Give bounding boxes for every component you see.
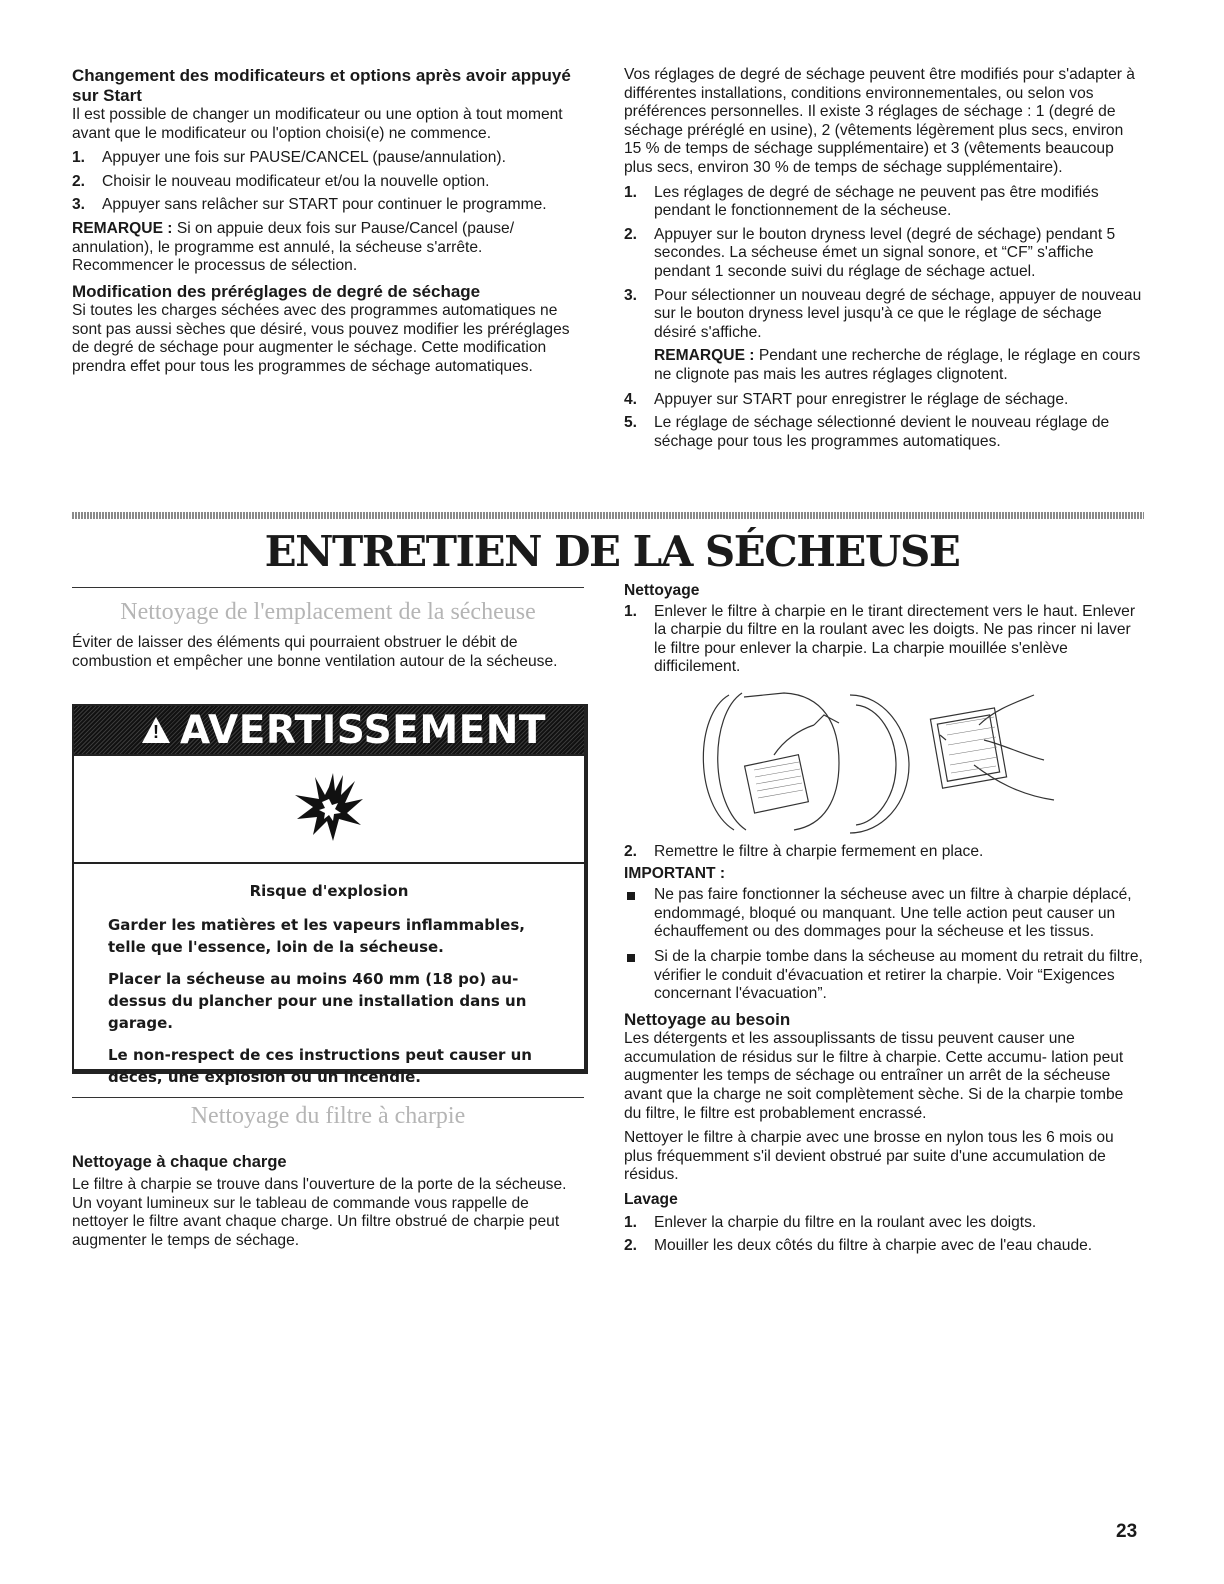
list-item [624,184,1144,221]
dryness-note [624,347,1144,384]
each-load-text: Le filtre à charpie se trouve dans l'ouverture de la porte de la sécheuse. Un voyant lumineux sur le tableau de commande vous rappelle de nettoyer le filtre avant chaque charge. Un filtre obstrué de charpie peut augmenter le temps de séchage. [72,1176,567,1249]
explosion-symbol [289,769,369,849]
step-text: Appuyer une fois sur PAUSE/CANCEL (pause/annulation). [102,149,506,167]
list-item [624,391,1144,410]
cleaning-steps [624,603,1144,677]
dryness-presets-heading: Modification des préréglages de degré de séchage [72,281,481,301]
warning-triangle-icon [142,717,170,743]
list-item [72,173,584,192]
step-text: Choisir le nouveau modificateur et/ou la nouvelle option. [102,172,490,190]
warning-line: Le non-respect de ces instructions peut causer un décès, une explosion ou un incendie. [108,1046,532,1086]
dryness-steps-continued [624,391,1144,452]
list-item [624,414,1144,451]
location-cleaning-text: Éviter de laisser des éléments qui pourraient obstruer le débit de combustion et empêcher une bonne ventilation autour de la sécheuse. [72,634,558,670]
warning-line: Garder les matières et les vapeurs inflammables, telle que l'essence, loin de la sécheuse. [108,916,525,956]
brush-text: Nettoyer le filtre à charpie avec une brosse en nylon tous les 6 mois ou plus fréquemment s'il devient obstrué par suite d'une accumulation de résidus. [624,1129,1114,1184]
list-item [624,1237,1144,1256]
lint-filter-drawing [624,685,1144,835]
cleaning-subheading: Nettoyage [624,582,700,599]
list-item [624,1214,1144,1233]
washing-steps [624,1214,1144,1256]
list-item [72,149,584,168]
modifiers-steps [72,149,584,215]
step-number: 1. [624,602,638,620]
list-item [624,843,1144,862]
page-number: 23 [1116,1521,1138,1542]
section-rule [72,587,584,588]
lint-filter-illustration [624,685,1144,835]
note-label: REMARQUE : [654,347,755,365]
important-list [624,886,1144,1004]
note-label: REMARQUE : [72,219,173,237]
list-item [624,226,1144,282]
dryness-presets-text: Si toutes les charges séchées avec des programmes automatiques ne sont pas aussi sèches que désiré, vous pouvez modifier les préréglages de degré de séchage pour augmenter le séchage. Cette modification prendra effet pour tous les programmes de séchage automatiques. [72,302,570,376]
washing-subheading: Lavage [624,1190,678,1208]
step-number: 3. [72,196,86,214]
cleaning-steps-continued [624,843,1144,862]
step-text: Mouiller les deux côtés du filtre à charpie avec de l'eau chaude. [654,1237,1093,1255]
list-item [624,603,1144,677]
as-needed-subheading: Nettoyage au besoin [624,1009,791,1029]
warning-box [72,704,588,1086]
step-number: 5. [624,414,638,432]
lint-filter-heading: Nettoyage du filtre à charpie [190,1103,466,1129]
modifiers-heading: Changement des modificateurs et options après avoir appuyé sur Start [72,66,571,105]
as-needed-text: Les détergents et les assouplissants de tissu peuvent causer une accumulation de résidus sur le filtre à charpie. Cette accumu- lation peut augmenter les temps de séchage ou entraîner un arrêt de la sécheuse avant que la charge ne soit complètement sèche. Si de la charpie tombe du filtre, le filtre est probablement encrassé. [624,1030,1124,1122]
section-divider [72,512,1144,519]
step-number: 2. [624,1237,638,1255]
warning-hazard: Risque d'explosion [249,882,409,900]
step-text: Pour sélectionner un nouveau degré de séchage, appuyer de nouveau sur le bouton dryness level jusqu'à ce que le réglage de séchage désiré s'affiche. [654,286,1142,341]
list-item [72,196,584,215]
warning-title: AVERTISSEMENT [180,707,547,753]
important-label: IMPORTANT : [624,864,726,882]
modifiers-intro: Il est possible de changer un modificateur ou une option à tout moment avant que le modificateur ou l'option choisi(e) ne commence. [72,106,563,142]
note-text: Pendant une recherche de réglage, le réglage en cours ne clignote pas mais les autres réglages clignotent. [654,347,1141,383]
step-text: Enlever le filtre à charpie en le tirant directement vers le haut. Enlever la charpie du filtre en la roulant avec les doigts. Ne pas rincer ni laver le filtre pour enlever la charpie. La charpie mouillée s'enlève difficilement. [654,602,1136,676]
list-item: Ne pas faire fonctionner la sécheuse avec un filtre à charpie déplacé, endommagé, bloqué ou manquant. Une telle action peut causer un échauffement ou des dommages pour la sécheuse et les tissus. [624,886,1144,942]
warning-line: Placer la sécheuse au moins 460 mm (18 po) au-dessus du plancher pour une installation dans un garage. [108,970,527,1032]
explosion-icon [74,756,584,864]
step-text: Enlever la charpie du filtre en la roulant avec les doigts. [654,1213,1037,1231]
note-text: Si on appuie deux fois sur Pause/Cancel (pause/ annulation), le programme est annulé, la sécheuse s'arrête. Recommencer le processus de sélection. [72,219,515,275]
warning-text [74,864,584,1088]
step-text: Les réglages de degré de séchage ne peuvent pas être modifiés pendant le fonctionnement de la sécheuse. [654,183,1099,220]
step-text: Le réglage de séchage sélectionné devient le nouveau réglage de séchage pour tous les programmes automatiques. [654,414,1110,450]
dryness-steps [624,184,1144,343]
step-text: Appuyer sur le bouton dryness level (degré de séchage) pendant 5 secondes. La sécheuse émet un signal sonore, et “CF” s'affiche pendant 1 seconde suivi du réglage de séchage actuel. [654,225,1116,280]
step-number: 1. [624,183,638,201]
step-number: 1. [72,149,86,167]
location-cleaning-heading: Nettoyage de l'emplacement de la sécheuse [120,599,536,625]
section-rule [72,1097,584,1098]
step-text: Appuyer sans relâcher sur START pour continuer le programme. [102,196,547,214]
step-text: Appuyer sur START pour enregistrer le réglage de séchage. [654,390,1069,408]
right-column-top [624,66,1144,456]
list-item [624,287,1144,343]
left-column-top [72,66,584,383]
pause-note [72,220,584,276]
step-number: 2. [624,225,638,243]
step-number: 1. [624,1213,638,1231]
warning-header [74,706,584,756]
dryness-intro: Vos réglages de degré de séchage peuvent être modifiés pour s'adapter à différentes installations, conditions environnementales, ou selon vos préférences personnelles. Il existe 3 réglages de séchage : 1 (degré de séchage préréglé en usine), 2 (vêtements légèrement plus secs, environ 15 % de temps de séchage supplémentaire) et 3 (vêtements beaucoup plus secs, environ 30 % de temps de séchage supplémentaire). [624,66,1135,176]
step-number: 4. [624,390,638,408]
warning-symbol: ! [153,722,159,742]
step-number: 3. [624,286,638,304]
step-text: Remettre le filtre à charpie fermement en place. [654,842,984,860]
main-title: ENTRETIEN DE LA SÉCHEUSE [264,527,960,576]
step-number: 2. [624,842,638,860]
each-load-subheading: Nettoyage à chaque charge [72,1153,287,1171]
step-number: 2. [72,172,86,190]
list-item: Si de la charpie tombe dans la sécheuse au moment du retrait du filtre, vérifier le conduit d'évacuation et retirer la charpie. Voir “Exigences concernant l'évacuation”. [624,948,1144,1004]
right-column-bottom [624,582,1144,1261]
